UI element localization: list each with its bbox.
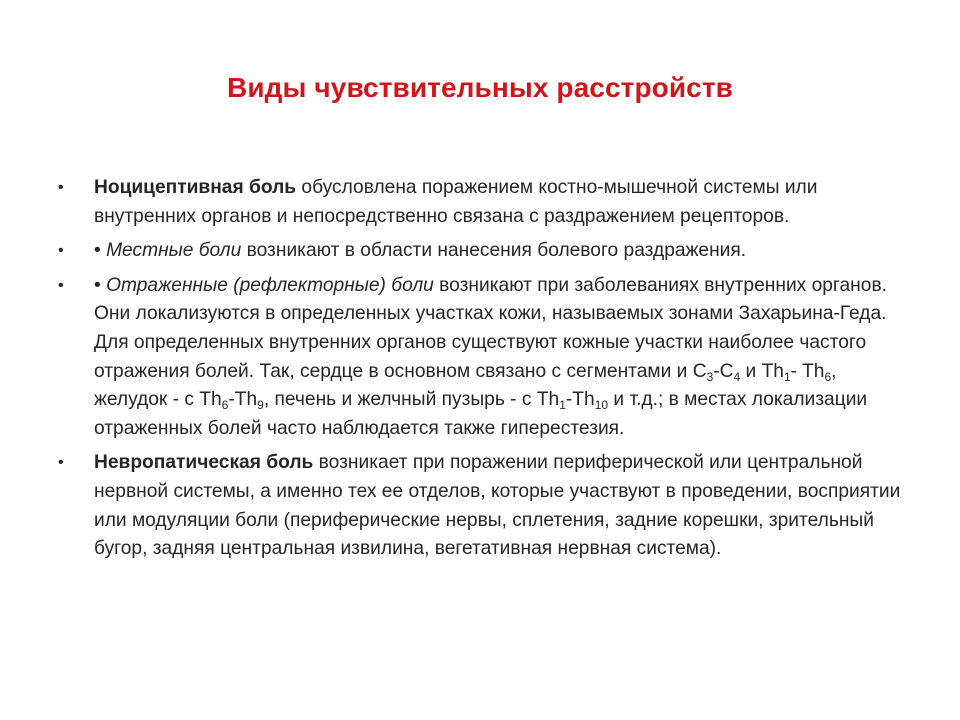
item-text: -C [713,360,734,382]
subscript: 1 [783,369,791,384]
list-item-referred-pain [58,272,908,444]
list-item-local-pain [58,237,908,266]
item-text: - Th [790,360,825,382]
term-referred-pain: Отраженные (рефлекторные) боли [106,274,434,296]
item-text: , печень и желчный пузырь - с Th [263,389,560,411]
term-local-pain: Местные боли [106,240,242,262]
slide-title: Виды чувствительных расстройств [227,72,733,103]
bullet-marker: • [58,242,64,260]
bullet-marker: • [58,179,64,196]
item-text: -Th [565,389,595,411]
subscript: 4 [733,369,741,384]
bullet-marker: • [58,276,64,294]
item-text: , желудок - с Th [94,360,837,411]
bullet-list [58,174,908,570]
subscript: 6 [221,398,229,413]
subscript: 6 [824,369,832,384]
item-text: и Th [740,360,784,382]
item-text: -Th [228,389,258,411]
item-text: и т.д.; в местах локализации отраженных болей часто наблюдается также гиперестезия. [94,389,868,439]
item-text: возникает при поражении периферической или центральной нервной системы, а именно тех ее отделов, которые участвуют в проведении, восприятии или модуляции боли (периферические нервы, сплетения, задние корешки, зрительный бугор, задняя центральная извилина, вегетативная нервная система). [94,452,901,560]
inline-bullet: • [94,274,107,296]
subscript: 3 [706,369,714,384]
term-neuropathic-pain: Невропатическая боль [94,452,314,474]
term-nociceptive-pain: Ноцицептивная боль [94,177,297,198]
item-text: обусловлена поражением костно-мышечной системы или внутренних органов и непосредственно связана с раздражением рецепторов. [94,177,818,227]
list-item-neuropathic-pain [58,449,908,563]
subscript: 10 [594,398,609,413]
subscript: 1 [559,398,566,413]
item-text: возникают в области нанесения болевого раздражения. [241,240,747,262]
bullet-marker: • [58,454,64,472]
inline-bullet: • [94,240,107,262]
subscript: 9 [257,398,264,413]
item-text: возникают при заболеваниях внутренних органов. Они локализуются в определенных участках кожи, называемых зонами Захарьина-Геда. Для определенных внутренних органов существуют кожные участки наиболее частого отражения болей. Так, сердце в основном связано с сегментами и C [94,274,887,382]
list-item-nociceptive-pain [58,174,908,231]
